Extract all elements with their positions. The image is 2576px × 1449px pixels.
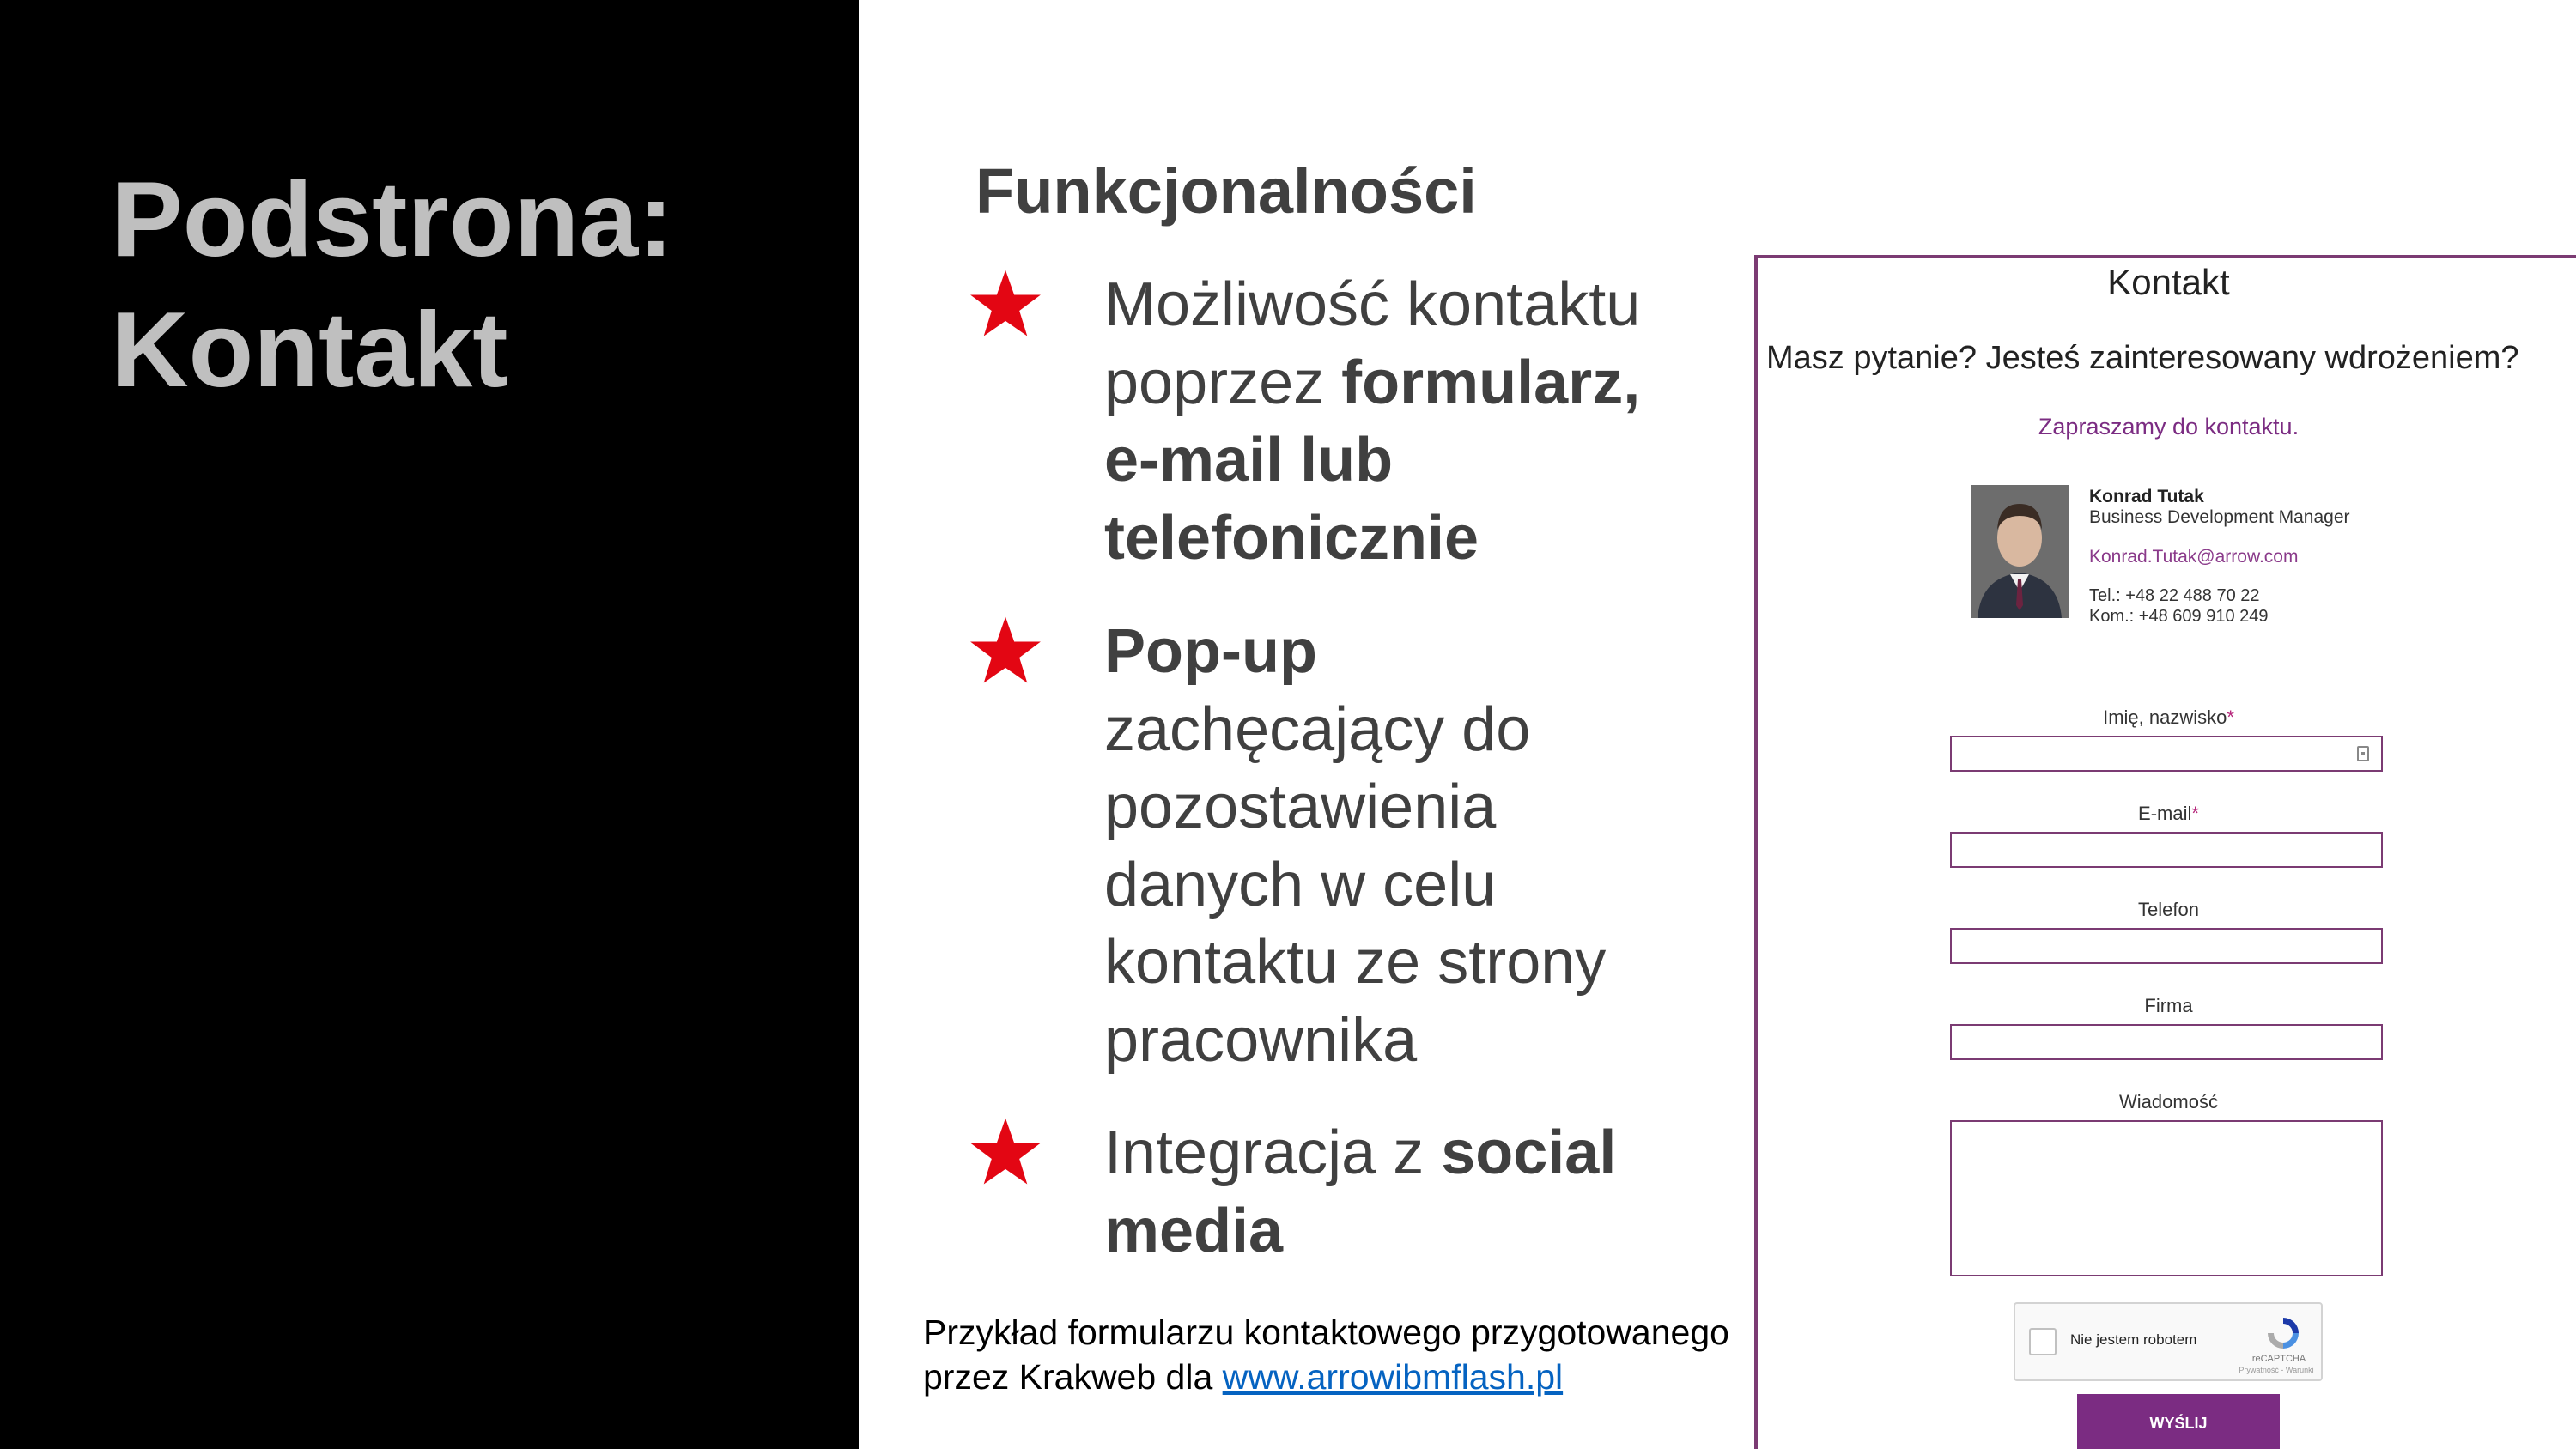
slide-title-line1: Podstrona: (112, 161, 674, 279)
company-field-label: Firma (2144, 995, 2193, 1016)
captcha-links[interactable]: Prywatność - Warunki (2239, 1366, 2314, 1374)
captcha-checkbox[interactable] (2029, 1328, 2057, 1355)
name-input[interactable] (1950, 736, 2383, 772)
email-input[interactable] (1950, 832, 2383, 868)
form-invite: Zapraszamy do kontaktu. (2038, 414, 2300, 440)
feature-line: pracownika (1104, 1005, 1418, 1075)
phone-field-label: Telefon (2138, 899, 2199, 920)
autofill-icon[interactable] (2357, 746, 2369, 761)
feature-text (1104, 266, 1705, 577)
recaptcha-widget (2014, 1302, 2323, 1381)
feature-line: danych w celu (1104, 850, 1497, 919)
feature-line (1104, 1114, 1705, 1192)
required-mark: * (2227, 706, 2234, 728)
slide-title (112, 155, 833, 415)
recaptcha-icon (2264, 1314, 2302, 1352)
star-icon (969, 1116, 1042, 1190)
message-textarea[interactable] (1950, 1120, 2383, 1276)
feature-line (1104, 1192, 1705, 1270)
feature-text-normal: poprzez (1104, 348, 1342, 417)
name-label-text: Imię, nazwisko (2103, 706, 2227, 728)
contact-phone: Tel.: +48 22 488 70 22 (2089, 586, 2260, 605)
contact-card (1971, 485, 2486, 626)
feature-line (1104, 421, 1705, 500)
feature-line: kontaktu ze strony (1104, 928, 1607, 997)
contact-name: Konrad Tutak (2089, 487, 2204, 506)
email-label-text: E-mail (2138, 803, 2192, 824)
feature-text-bold: media (1104, 1196, 1284, 1265)
star-icon (969, 615, 1042, 688)
feature-text-bold: telefonicznie (1104, 503, 1479, 573)
section-heading: Funkcjonalności (975, 155, 1477, 227)
message-field-label: Wiadomość (2119, 1091, 2218, 1113)
company-input[interactable] (1950, 1024, 2383, 1060)
caption-line (923, 1355, 1747, 1399)
slide-title-line2: Kontakt (112, 291, 508, 409)
star-icon (969, 268, 1042, 342)
title-panel (0, 0, 859, 1449)
feature-text-bold: Pop-up (1104, 617, 1317, 686)
caption-prefix: przez Krakweb dla (923, 1357, 1223, 1397)
contact-form-screenshot (1754, 255, 2576, 1449)
captcha-brand: reCAPTCHA (2251, 1354, 2306, 1364)
captcha-label: Nie jestem robotem (2070, 1331, 2197, 1348)
feature-text-bold: formularz, (1341, 348, 1641, 417)
contact-email-link[interactable]: Konrad.Tutak@arrow.com (2089, 547, 2299, 567)
website-link[interactable]: www.arrowibmflash.pl (1222, 1357, 1564, 1397)
caption-line: Przykład formularzu kontaktowego przygotowanego (923, 1313, 1729, 1352)
feature-line (1104, 613, 1705, 691)
contact-mobile: Kom.: +48 609 910 249 (2089, 607, 2269, 626)
feature-line (1104, 344, 1705, 422)
form-title: Kontakt (2107, 262, 2230, 302)
phone-input[interactable] (1950, 928, 2383, 964)
feature-text (1104, 613, 1705, 1079)
submit-button[interactable]: WYŚLIJ (2077, 1394, 2280, 1449)
contact-photo (1971, 485, 2069, 618)
caption (923, 1310, 1747, 1399)
feature-line: pozostawienia (1104, 773, 1497, 841)
feature-text-bold: e-mail lub (1104, 426, 1394, 494)
form-question: Masz pytanie? Jesteś zainteresowany wdrożeniem? (1766, 340, 2519, 376)
required-mark: * (2191, 803, 2199, 824)
feature-text (1104, 1114, 1705, 1270)
contact-role: Business Development Manager (2089, 507, 2350, 527)
feature-line: zachęcający do (1104, 694, 1531, 764)
feature-text-bold: social (1441, 1119, 1617, 1187)
feature-line (1104, 500, 1705, 578)
name-field-label (1758, 706, 2576, 729)
feature-text-normal: Integracja z (1104, 1119, 1442, 1187)
feature-line: Możliwość kontaktu (1104, 270, 1641, 339)
email-field-label (1758, 803, 2576, 825)
